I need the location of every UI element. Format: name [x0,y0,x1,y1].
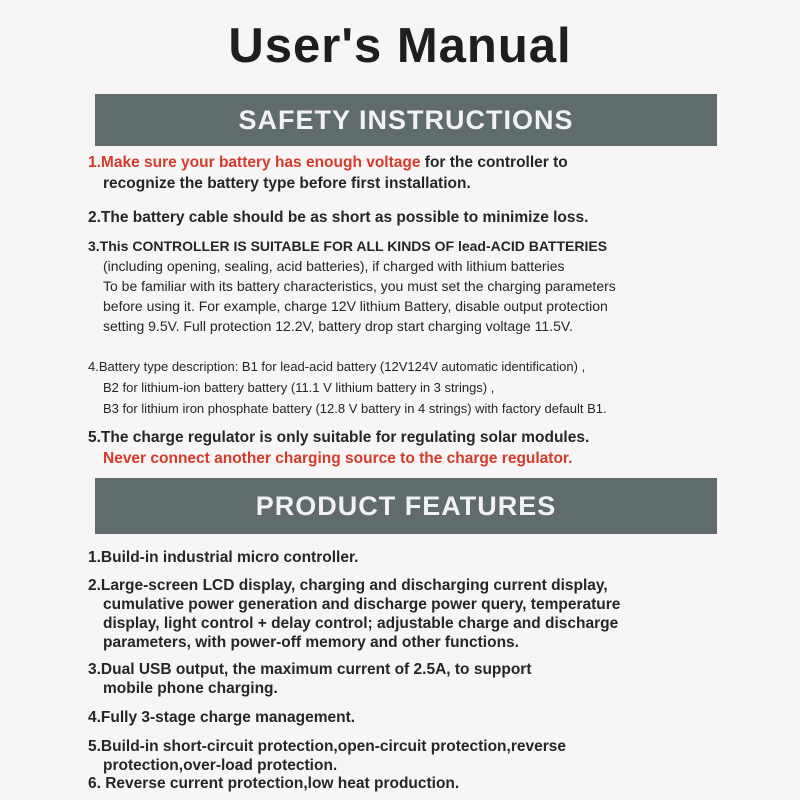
safety-item-4 [88,356,748,419]
safety-item-3-line: To be familiar with its battery characteristics, you must set the charging parameters [103,278,616,294]
feature-item-4-text: 4.Fully 3-stage charge management. [88,709,356,726]
safety-item-3-line: 3.This CONTROLLER IS SUITABLE FOR ALL KINDS OF lead-ACID BATTERIES [88,238,608,254]
product-features-banner [95,478,717,534]
safety-item-1-line2: recognize the battery type before first installation. [103,175,471,192]
safety-item-4-line: 4.Battery type description: B1 for lead-acid battery (12V124V automatic identification) , [88,359,586,374]
safety-item-4-line: B2 for lithium-ion battery battery (11.1 V lithium battery in 3 strings) , [103,380,495,395]
feature-item-6-text: 6. Reverse current protection,low heat production. [88,775,460,792]
feature-item-4 [88,708,748,727]
feature-item-6 [88,774,748,793]
feature-item-2-line: cumulative power generation and discharge power query, temperature [103,596,621,613]
safety-instructions-banner [95,94,717,146]
safety-item-1-text: for the controller to [420,154,568,171]
product-features-heading: PRODUCT FEATURES [255,490,557,521]
safety-item-3 [88,236,748,336]
safety-item-1-warning: 1.Make sure your battery has enough voltage [88,154,421,171]
safety-item-1 [88,152,748,194]
feature-item-3 [88,660,748,698]
safety-item-2 [88,207,748,228]
feature-item-3-line: mobile phone charging. [103,680,278,697]
safety-item-2-text: 2.The battery cable should be as short as possible to minimize loss. [88,209,589,226]
safety-item-3-line: setting 9.5V. Full protection 12.2V, battery drop start charging voltage 11.5V. [103,318,573,334]
feature-item-2-line: display, light control + delay control; adjustable charge and discharge [103,615,619,632]
safety-item-5-text: 5.The charge regulator is only suitable for regulating solar modules. [88,429,590,446]
safety-item-5 [88,427,748,469]
safety-instructions-heading: SAFETY INSTRUCTIONS [238,104,574,135]
feature-item-1-text: 1.Build-in industrial micro controller. [88,549,359,566]
feature-item-3-line: 3.Dual USB output, the maximum current of 2.5A, to support [88,661,532,678]
feature-item-5-line: protection,over-load protection. [103,757,338,774]
safety-item-5-warning: Never connect another charging source to the charge regulator. [103,450,573,467]
feature-item-2-line: 2.Large-screen LCD display, charging and discharging current display, [88,577,608,594]
safety-item-3-line: (including opening, sealing, acid batteries), if charged with lithium batteries [103,258,565,274]
feature-item-1 [88,548,748,567]
feature-item-5-line: 5.Build-in short-circuit protection,open-circuit protection,reverse [88,738,566,755]
page-title: User's Manual [228,19,572,73]
safety-item-3-line: before using it. For example, charge 12V lithium Battery, disable output protection [103,298,608,314]
feature-item-5 [88,737,748,775]
feature-item-2 [88,576,748,652]
safety-item-4-line: B3 for lithium iron phosphate battery (12.8 V battery in 4 strings) with factory default B1. [103,401,607,416]
feature-item-2-line: parameters, with power-off memory and other functions. [103,634,519,651]
